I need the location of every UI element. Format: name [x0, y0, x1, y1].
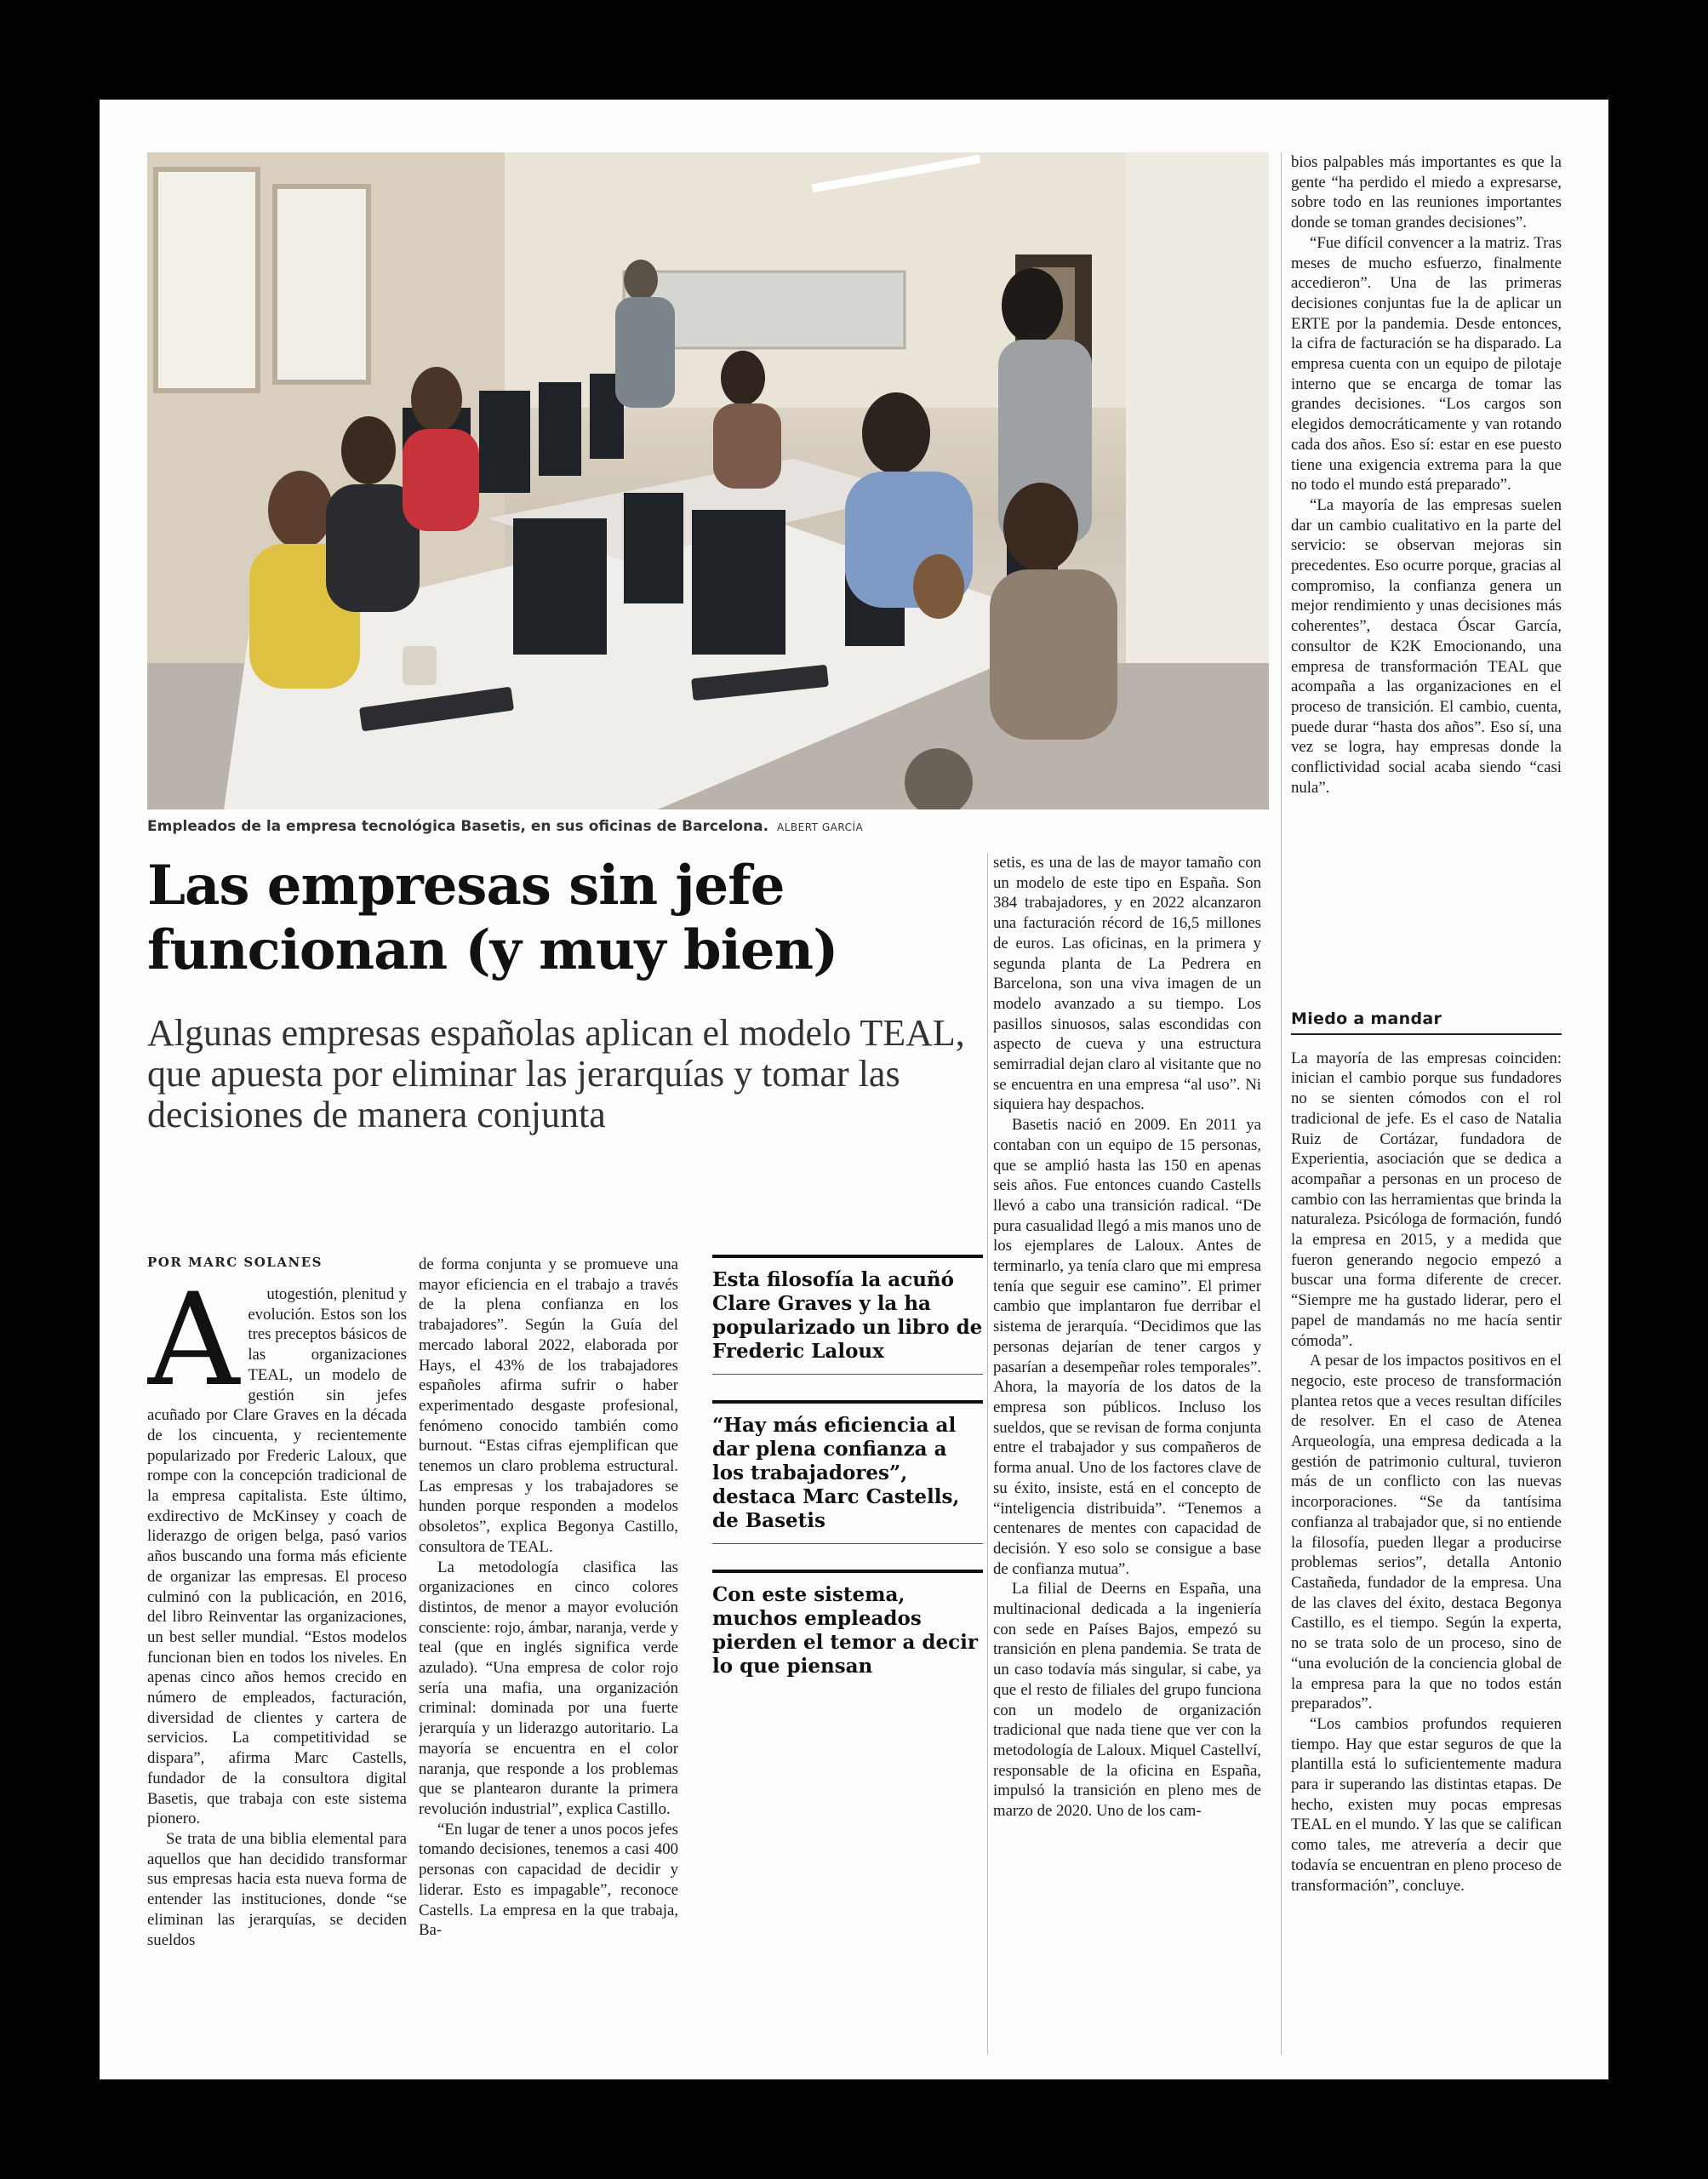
- photo-caption: [147, 818, 1269, 835]
- paragraph: de forma conjunta y se promueve una mayor eficiencia en el trabajo a través de la plena confianza en los trabajadores”. Según la Guía del mercado laboral 2022, elaborada por Hays, el 43% de los trabajadores españoles afirma sufrir o haber experimentado desgaste profesional, fenómeno conocido también como burnout. “Estas cifras ejemplifican que tenemos un claro problema estructural. Las empresas y los trabajadores se hunden porque responden a modelos obsoletos”, explica Begonya Castillo, consultora de TEAL.: [419, 1255, 678, 1556]
- photo-credit: ALBERT GARCÍA: [777, 821, 864, 833]
- section-heading-rule: [1291, 1033, 1562, 1035]
- paragraph: “Los cambios profundos requieren tiempo. Hay que estar seguros de que la plantilla está lo suficientemente madura para ir superando las distintas etapas. De hecho, existen muy pocas empresas TEAL en el mundo. Y las que se califican como tales, me atrevería a decir que todavía se encuentran en pleno proceso de transformación”, concluye.: [1291, 1714, 1562, 1895]
- headline-line-1: Las empresas sin jefe: [147, 854, 785, 918]
- pull-quote-text: Con este sistema, muchos empleados pierden el temor a decir lo que piensan: [712, 1583, 978, 1678]
- paragraph: La metodología clasifica las organizaciones en cinco colores distintos, de menor a mayor evolución consciente: rojo, ámbar, naranja, verde y teal (que en inglés significa verde azulado). “Una empresa de color rojo sería una mafia, una organización criminal: dominada por una fuerte jerarquía y un liderazgo autoritario. La mayoría se encuentra en el color naranja, que responde a los problemas que se plantearon durante la primera revolución industrial”, explica Castillo.: [419, 1558, 678, 1818]
- office-photo-illustration: [147, 152, 1269, 809]
- drop-cap: A: [147, 1284, 240, 1415]
- paragraph: Basetis nació en 2009. En 2011 ya contaban con un equipo de 15 personas, que se amplió hasta las 150 en apenas seis años. Fue entonces cuando Castells llevó a cabo una transición radical. “De pura casualidad llegó a mis manos uno de los ejemplares de Laloux. Antes de terminarlo, ya tenía claro que mi empresa tenía que seguir ese camino”. El primer cambio que implantaron fue derribar el sistema de jerarquía. “Decidimos que las personas dejarían de tener cargos y pasarían a desempeñar roles temporales”. Ahora, la mayoría de los datos de la empresa son públicos. Incluso los sueldos, que se revisan de forma conjunta entre el trabajador y sus compañeros de forma anual. Uno de los factores clave de su éxito, insiste, está en el concepto de “inteligencia distribuida”. “Tenemos a centenares de mentes con capacidad de decisión. Y eso solo se consigue a base de confianza mutua”.: [993, 1116, 1261, 1578]
- column-divider: [987, 853, 988, 2055]
- subheadline: Algunas empresas españolas aplican el modelo TEAL, que apuesta por eliminar las jerarquías y tomar las decisiones de manera conjunta: [147, 1012, 965, 1135]
- pull-quote: [712, 1570, 983, 1679]
- paragraph: La mayoría de las empresas coinciden: inician el cambio porque sus fundadores no se sienten cómodos con el rol tradicional de jefe. Es el caso de Natalia Ruiz de Cortázar, fundadora de Experientia, asociación que se dedica a acompañar a personas en un proceso de cambio con las herramientas que brinda la naturaleza. Psicóloga de formación, fundó la empresa en 2015, y a medida que fueron generando negocio empezó a buscar una forma diferente de crecer. “Siempre me ha gustado liderar, pero el papel de mandamás no me hacía sentir cómoda”.: [1291, 1049, 1562, 1350]
- newspaper-page: [100, 100, 1608, 2079]
- section-heading: Miedo a mandar: [1291, 1009, 1442, 1028]
- paragraph: bios palpables más importantes es que la gente “ha perdido el miedo a expresarse, sobre todo en las reuniones importantes donde se toman grandes decisiones”.: [1291, 153, 1562, 232]
- pull-quote-text: “Hay más eficiencia al dar plena confianza a los trabajadores”, destaca Marc Castells, de Basetis: [712, 1414, 960, 1532]
- paragraph: La filial de Deerns en España, una multinacional dedicada a la ingeniería con sede en Países Bajos, empezó su transición en plena pandemia. Se trata de un caso todavía más singular, si cabe, ya que el resto de filiales del grupo funciona con un modelo de organización tradicional que nada tiene que ver con la metodología de Laloux. Miquel Castellví, responsable de la oficina en España, impulsó la transición en pleno mes de marzo de 2020. Uno de los cam-: [993, 1580, 1261, 1821]
- article-column-5: [1291, 152, 1562, 1012]
- article-column-5-continued: [1291, 1004, 1562, 2055]
- pull-quote-text: Esta filosofía la acuñó Clare Graves y la ha popularizado un libro de Frederic Laloux: [712, 1268, 983, 1363]
- pull-quote: [712, 1400, 983, 1544]
- office-photo: [147, 152, 1269, 809]
- paragraph: utogestión, plenitud y evolución. Estos son los tres preceptos básicos de las organizaciones TEAL, un modelo de gestión sin jefes acuñado por Clare Graves en la década de los cincuenta, y recientemente popularizado por Frederic Laloux, que rompe con la concepción tradicional de la empresa capitalista. Este último, exdirectivo de McKinsey y coach de liderazgo de origen belga, pasó varios años buscando una forma más eficiente de organizar las empresas. El proceso culminó con la publicación, en 2016, del libro Reinventar las organizaciones, un best seller mundial. “Estos modelos funcionan bien en todos los niveles. En apenas cinco años hemos crecido en número de empleados, facturación, diversidad de clientes y cartera de servicios. La competitividad se dispara”, afirma Marc Castells, fundador de la consultora digital Basetis, que trabaja con este sistema pionero.: [147, 1285, 407, 1828]
- article-column-2: [419, 1255, 678, 2055]
- pull-quotes-column: [712, 1255, 983, 1704]
- paragraph: “La mayoría de las empresas suelen dar un cambio cualitativo en la parte del servicio: se observan mejoras sin precedentes. Eso ocurre porque, gracias al compromiso, la confianza genera un mejor rendimiento y unas decisiones más coherentes”, destaca Óscar García, consultor de K2K Emocionando, una empresa de transformación TEAL que acompaña a las organizaciones en el proceso de transición. El cambio, cuenta, puede durar “hasta dos años”. Eso sí, una vez se logra, hay empresas donde la conflictividad social acaba siendo “casi nula”.: [1291, 495, 1562, 797]
- paragraph: “Fue difícil convencer a la matriz. Tras meses de mucho esfuerzo, finalmente accedieron”. Una de las primeras decisiones conjuntas fue la de aplicar un ERTE por la pandemia. Desde entonces, la cifra de facturación se ha disparado. La empresa cuenta con un equipo de pilotaje interno que se encarga de tomar las grandes decisiones. “Los cargos son elegidos democráticamente y van rotando cada dos años. Eso sí: estar en ese puesto tiene una exigencia extrema para la que no todo el mundo está preparado”.: [1291, 233, 1562, 495]
- pull-quote-rule: [712, 1543, 983, 1544]
- pull-quote-rule: [712, 1374, 983, 1375]
- article-column-1: [147, 1284, 407, 2054]
- column-divider: [1281, 152, 1282, 2055]
- byline: POR MARC SOLANES: [147, 1255, 323, 1270]
- article-column-4: [993, 853, 1261, 2055]
- paragraph: Se trata de una biblia elemental para aquellos que han decidido transformar sus empresas hacia esta nueva forma de entender las instituciones, donde “se eliminan las jerarquías, se deciden sueldos: [147, 1829, 407, 1949]
- paragraph: “En lugar de tener a unos pocos jefes tomando decisiones, tenemos a casi 400 personas con capacidad de decidir y liderar. Esto es impagable”, reconoce Castells. La empresa en la que trabaja, Ba-: [419, 1820, 678, 1940]
- paragraph: setis, es una de las de mayor tamaño con un modelo de este tipo en España. Son 384 trabajadores, y en 2022 alcanzaron una facturación récord de 16,5 millones de euros. Las oficinas, en la primera y segunda planta de La Pedrera en Barcelona, son una viva imagen de un modelo avanzado a su tiempo. Los pasillos sinuosos, salas escondidas con aspecto de cueva y una estructura semirradial dejan claro al visitante que no se encuentra en una empresa “al uso”. Ni siquiera hay despachos.: [993, 854, 1261, 1114]
- headline-line-2: funcionan (y muy bien): [147, 918, 838, 982]
- photo-caption-text: Empleados de la empresa tecnológica Basetis, en sus oficinas de Barcelona.: [147, 818, 769, 835]
- paragraph: A pesar de los impactos positivos en el negocio, este proceso de transformación plantea retos que a veces resultan difíciles de resolver. En el caso de Atenea Arqueología, una empresa dedicada a la gestión de patrimonio cultural, tuvieron más de un conflicto con las nuevas incorporaciones. “Se da tantísima confianza al trabajador que, si no entiende la filosofía, pueden llegar a producirse problemas serios”, detalla Antonio Castañeda, fundador de la empresa. Una de las claves del éxito, destaca Begonya Castillo, es el tiempo. Según la experta, no se trata solo de un proceso, sino de “una evolución de la conciencia global de la empresa para la que no todos están preparados”.: [1291, 1352, 1562, 1713]
- pull-quote: [712, 1255, 983, 1375]
- headline: [147, 854, 998, 983]
